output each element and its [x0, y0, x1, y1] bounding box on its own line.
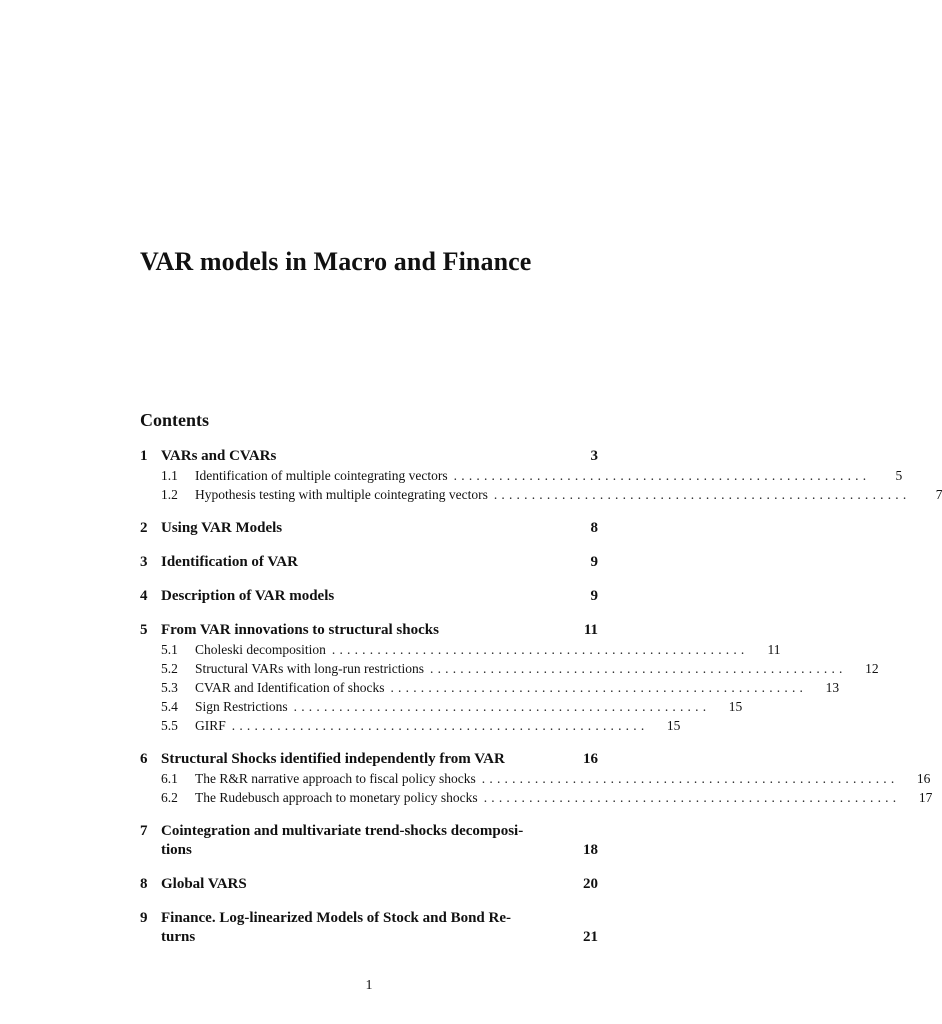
- section-number: 2: [140, 520, 148, 536]
- subsection-page: 16: [916, 771, 931, 786]
- section-number: 9: [140, 910, 148, 926]
- page-number: 1: [365, 978, 373, 993]
- leader-dots: .......................................................: [493, 487, 911, 502]
- section-number: 4: [140, 588, 148, 604]
- section-page: 8: [590, 520, 598, 536]
- section-page: 9: [590, 588, 598, 604]
- subsection-number: 1.2: [161, 487, 178, 502]
- section-title[interactable]: From VAR innovations to structural shocks: [161, 622, 439, 638]
- leader-dots: .......................................................: [430, 661, 847, 676]
- section-title-line2[interactable]: tions: [161, 842, 192, 858]
- toc-subsection-5-4[interactable]: [140, 697, 743, 716]
- subsection-title[interactable]: Sign Restrictions: [195, 699, 288, 714]
- toc-section-5[interactable]: [140, 621, 879, 735]
- section-title[interactable]: Description of VAR models: [161, 588, 335, 604]
- toc-section-7[interactable]: [140, 822, 598, 860]
- table-of-contents: [140, 447, 942, 947]
- subsection-title[interactable]: Structural VARs with long-run restrictions: [195, 661, 424, 676]
- subsection-number: 5.4: [161, 699, 178, 714]
- toc-subsection-1-1[interactable]: [140, 466, 903, 485]
- subsection-number: 5.3: [161, 680, 178, 695]
- section-page: 20: [583, 876, 598, 892]
- toc-section-1[interactable]: [140, 447, 942, 504]
- leader-dots: .......................................................: [453, 468, 871, 483]
- toc-subsection-5-2[interactable]: [140, 659, 879, 678]
- section-page: 16: [583, 751, 598, 767]
- section-title-line1[interactable]: Cointegration and multivariate trend-shocks decomposi-: [161, 823, 524, 839]
- subsection-title[interactable]: CVAR and Identification of shocks: [195, 680, 385, 695]
- subsection-number: 6.1: [161, 771, 178, 786]
- leader-dots: .......................................................: [231, 718, 649, 733]
- subsection-number: 5.1: [161, 642, 178, 657]
- section-number: 5: [140, 622, 148, 638]
- section-page: 3: [590, 448, 598, 464]
- leader-dots: .......................................................: [481, 771, 899, 786]
- section-title[interactable]: Using VAR Models: [161, 520, 283, 536]
- section-title-line2[interactable]: turns: [161, 929, 196, 945]
- section-title[interactable]: VARs and CVARs: [161, 448, 277, 464]
- document-title: VAR models in Macro and Finance: [140, 247, 532, 276]
- section-number: 1: [140, 448, 148, 464]
- leader-dots: .......................................................: [483, 790, 901, 805]
- section-page: 21: [583, 929, 598, 945]
- section-title-line1[interactable]: Finance. Log-linearized Models of Stock and Bond Re-: [161, 910, 512, 926]
- subsection-page: 11: [767, 642, 781, 657]
- section-title[interactable]: Identification of VAR: [161, 554, 298, 570]
- subsection-title[interactable]: Identification of multiple cointegrating vectors: [195, 468, 448, 483]
- section-title[interactable]: Structural Shocks identified independently from VAR: [161, 751, 505, 767]
- leader-dots: .......................................................: [390, 680, 808, 695]
- subsection-title[interactable]: The Rudebusch approach to monetary policy shocks: [195, 790, 478, 805]
- toc-section-6[interactable]: [140, 750, 933, 807]
- subsection-page: 5: [895, 468, 903, 483]
- section-number: 6: [140, 751, 148, 767]
- leader-dots: .......................................................: [293, 699, 711, 714]
- subsection-page: 12: [865, 661, 879, 676]
- subsection-number: 5.5: [161, 718, 178, 733]
- toc-subsection-6-2[interactable]: [140, 788, 933, 807]
- toc-section-8[interactable]: [140, 875, 598, 894]
- subsection-number: 5.2: [161, 661, 178, 676]
- contents-heading: Contents: [140, 410, 210, 430]
- subsection-page: 13: [825, 680, 840, 695]
- section-title[interactable]: Global VARS: [161, 876, 247, 892]
- subsection-page: 7: [935, 487, 942, 502]
- section-page: 18: [583, 842, 598, 858]
- subsection-page: 15: [728, 699, 743, 714]
- subsection-title[interactable]: Choleski decomposition: [195, 642, 326, 657]
- section-page: 11: [583, 622, 598, 638]
- section-number: 8: [140, 876, 148, 892]
- toc-subsection-5-1[interactable]: [140, 640, 781, 659]
- subsection-number: 6.2: [161, 790, 178, 805]
- toc-section-9[interactable]: [140, 909, 598, 947]
- toc-subsection-6-1[interactable]: [140, 769, 931, 788]
- subsection-page: 17: [918, 790, 933, 805]
- toc-section-4[interactable]: [140, 587, 598, 606]
- section-number: 3: [140, 554, 148, 570]
- leader-dots: .......................................................: [331, 642, 749, 657]
- subsection-number: 1.1: [161, 468, 178, 483]
- subsection-title[interactable]: The R&R narrative approach to fiscal policy shocks: [195, 771, 476, 786]
- subsection-title[interactable]: Hypothesis testing with multiple cointegrating vectors: [195, 487, 488, 502]
- subsection-title[interactable]: GIRF: [195, 718, 226, 733]
- section-number: 7: [140, 823, 148, 839]
- toc-subsection-1-2[interactable]: [140, 485, 942, 504]
- section-page: 9: [590, 554, 598, 570]
- toc-subsection-5-5[interactable]: [140, 716, 681, 735]
- toc-section-2[interactable]: [140, 519, 598, 538]
- toc-subsection-5-3[interactable]: [140, 678, 840, 697]
- subsection-page: 15: [666, 718, 681, 733]
- toc-section-3[interactable]: [140, 553, 598, 572]
